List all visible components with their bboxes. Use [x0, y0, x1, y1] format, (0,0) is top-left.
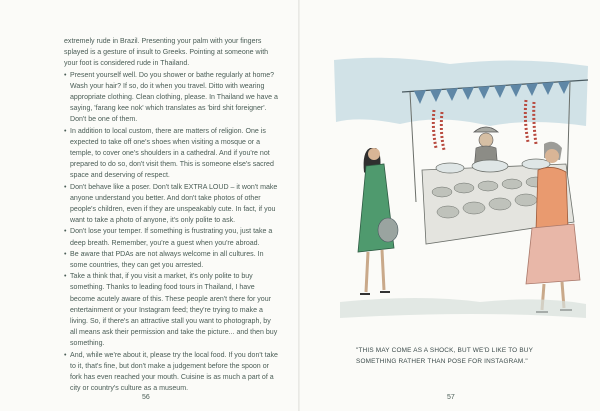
caption-line: SOMETHING RATHER THAN POSE FOR INSTAGRAM." [356, 357, 528, 365]
woman-green-dress [358, 148, 398, 294]
bullet-item: • Don't lose your temper. If something is frustrating you, just take a deep breath. Remember, you're a guest when you're abroad. [64, 226, 278, 248]
caption-line: "THIS MAY COME AS A SHOCK, BUT WE'D LIKE TO BUY [356, 347, 534, 354]
page-number-right: 57 [447, 394, 455, 401]
ground-wash [340, 298, 586, 318]
market-stall-illustration [330, 52, 590, 327]
bullet-item: • Be aware that PDAs are not always welcome in all cultures. In some countries, they can get you arrested. [64, 249, 278, 271]
page-number-left: 56 [142, 394, 150, 401]
body-text [64, 36, 278, 395]
bullet-item: • Don't behave like a poser. Don't talk EXTRA LOUD – it won't make anyone understand you better. And don't take photos of other people's children, even if they are unspeakably cute. In fact, if you want to take a photo of anyone, it's only polite to ask. [64, 182, 278, 227]
bullet-item: • Present yourself well. Do you shower or bathe regularly at home? Wash your hair? If so, do it when you travel. Ditto with wearing appropriate clothing. Clean clothing, please. In Thailand we have a saying, 'farang kee nok' which translates as 'bird shit foreigner'. Don't be one of them. [64, 70, 278, 126]
illustration-caption [356, 346, 566, 367]
sky-wash [334, 58, 588, 126]
bullet-item: • In addition to local custom, there are matters of religion. One is expected to take off one's shoes when visiting a mosque or a temple, to cover one's shoulders in a cathedral. And if you're not prepared to do so, don't visit them. This is someone else's sacred space and deserving of respect. [64, 126, 278, 182]
bullet-item: • Take a think that, if you visit a market, it's only polite to buy something. Thanks to leading food tours in Thailand, I have become acutely aware of this. These people aren't there for your entertainment or your Instagram feed; they're trying to make a living. So, if there's an attractive stall you want to photograph, by all means ask their permission and take the picture... and then buy something. [64, 271, 278, 349]
intro-paragraph: extremely rude in Brazil. Presenting your palm with your fingers splayed is a gesture of insult to Greeks. Pointing at someone with your foot is considered rude in Thailand. [64, 38, 269, 68]
bullet-item: • And, while we're about it, please try the local food. If you don't take to it, that's fine, but don't make a judgement before the spoon or fork has even reached your mouth. Cuisine is as much a part of a city or country's culture as a museum. [64, 350, 278, 395]
